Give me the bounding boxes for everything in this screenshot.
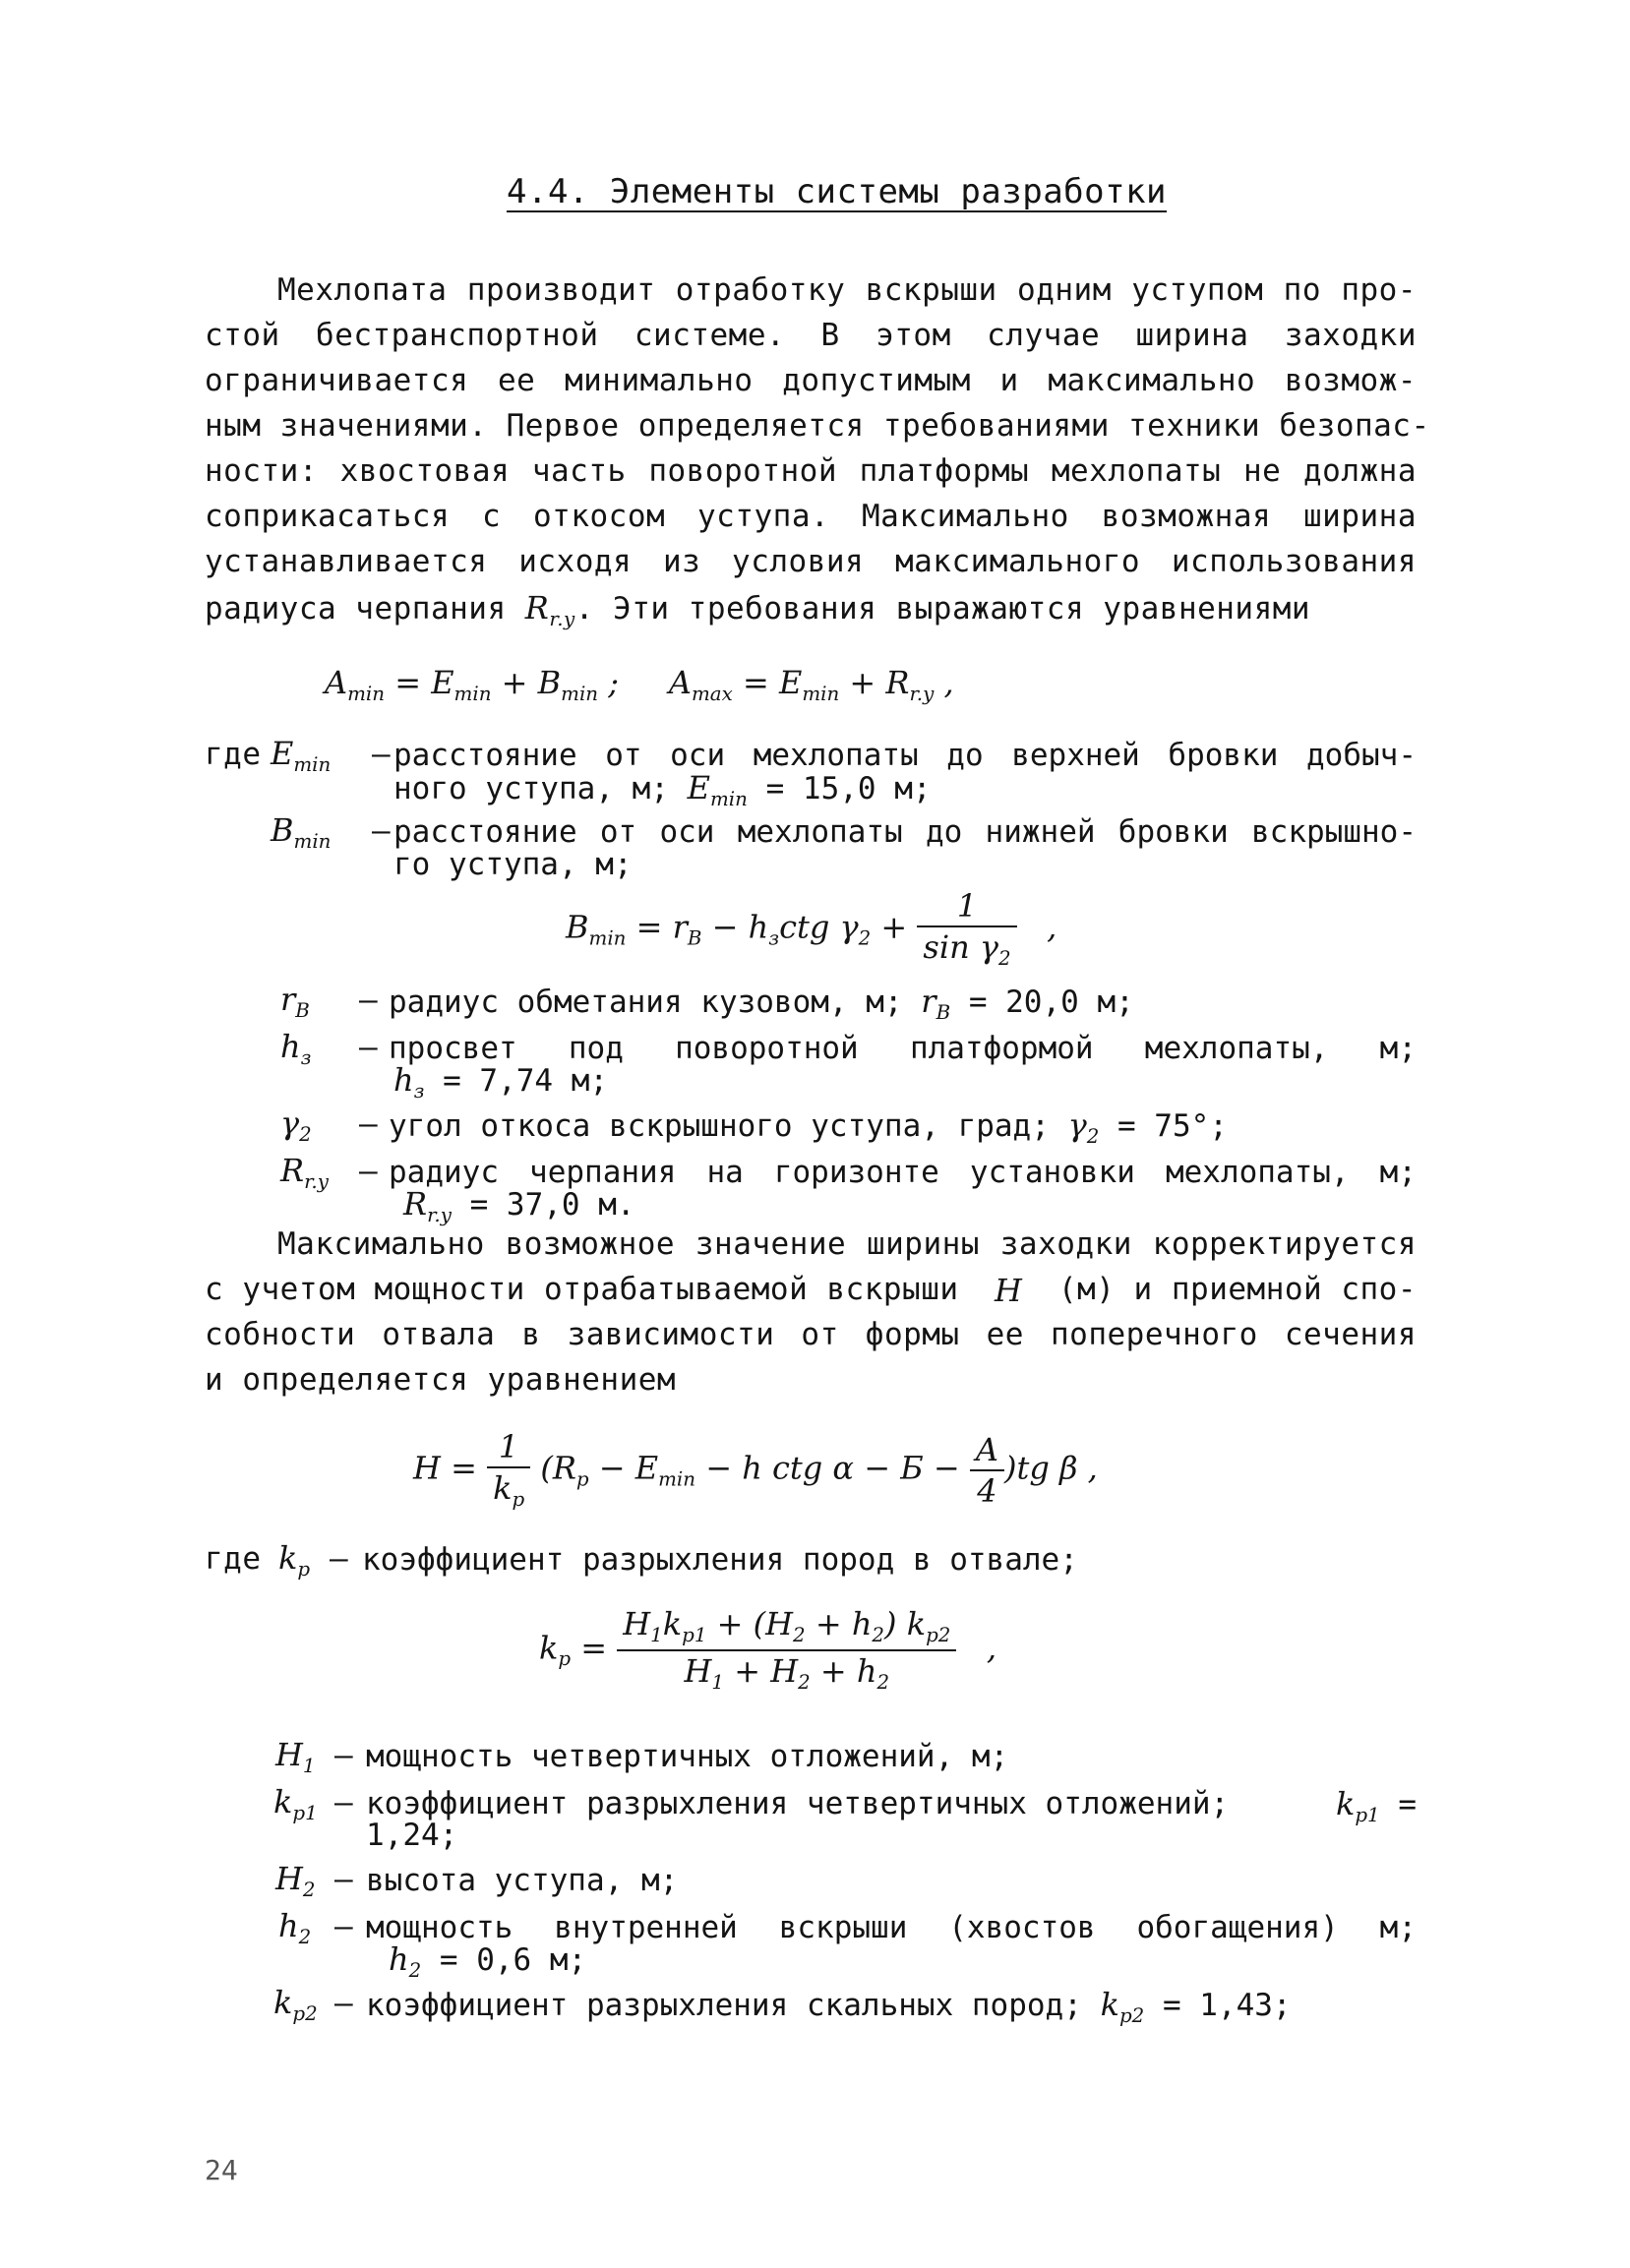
text-line: стой бестранспортной системе. В этом случае ширина заходки xyxy=(205,318,1417,353)
definition-text: коэффициент разрыхления четвертичных отложений; $k_{p1}$ = xyxy=(366,1785,1417,1826)
definition-text: $h_2 = 0,6$ м; xyxy=(389,1940,587,1982)
dash: – xyxy=(359,1030,378,1065)
dash: – xyxy=(359,1106,378,1142)
equation-a-min-max: $A_{min} = E_{min} + B_{min}$ ; $A_{max} = E_{min} + R_{r.y}$ , xyxy=(325,664,954,705)
dash: – xyxy=(334,1909,353,1944)
definition-text: угол откоса вскрышного уступа, град; $\gamma_2 = 75^\circ$; xyxy=(389,1106,1228,1148)
equation-b-min: $B_{min} = r_B - h_зctg$ $\gamma_2$ + $\frac{1}{\sin \gamma_2}$ , xyxy=(566,887,1057,970)
definition-text: высота уступа, м; xyxy=(366,1863,679,1898)
symbol-r-b: $r_B$ xyxy=(921,983,951,1024)
symbol-h: H xyxy=(995,1272,1023,1309)
fraction: $\frac{1}{\sin \gamma_2}$ xyxy=(917,890,1016,969)
definition-text: мощность внутренней вскрыши (хвостов обогащения) м; xyxy=(366,1910,1417,1945)
text-line: соприкасаться с откосом уступа. Максимально возможная ширина xyxy=(205,499,1417,534)
symbol-h-small-2: $h_2$ xyxy=(278,1907,312,1948)
definition-text: расстояние от оси мехлопаты до нижней бровки вскрышно- xyxy=(393,814,1417,850)
fraction: $\frac{H_1k_{p1} + (H_2 + h_2) k_{p2}}{H_1 + H_2 + h_2}$ xyxy=(617,1608,956,1693)
dash: – xyxy=(359,983,378,1018)
definition-text: коэффициент разрыхления пород в отвале; xyxy=(362,1542,1078,1578)
symbol-k-p2: $k_{p2}$ xyxy=(273,1984,318,2025)
where-label: где xyxy=(205,1541,262,1577)
definition-text: радиус обметания кузовом, м; $r_B = 20,0$ м; xyxy=(389,983,1134,1024)
symbol-h-z: $h_з$ xyxy=(280,1028,312,1069)
symbol-h1: $H_1$ xyxy=(275,1736,316,1777)
fraction: $\frac{A}{4}$ xyxy=(970,1434,1004,1507)
symbol-k-p1: $k_{p1}$ xyxy=(273,1783,318,1824)
symbol-r-ry: $R_{r.y}$ xyxy=(280,1152,329,1193)
symbol-h2: $H_2$ xyxy=(275,1860,316,1901)
text-line: радиуса черпания $R_{r.y}$. Эти требования выражаются уравнениями xyxy=(205,589,1311,630)
symbol-h-z: $h_з$ xyxy=(393,1061,425,1103)
where-label: где xyxy=(205,737,262,772)
symbol-gamma-2: $\gamma_2$ xyxy=(1067,1106,1100,1148)
dash: – xyxy=(334,1862,353,1897)
dash: – xyxy=(334,1986,353,2021)
text-line: и определяется уравнением xyxy=(205,1362,677,1398)
symbol-k-p1: $k_{p1}$ xyxy=(1335,1785,1380,1826)
dash: – xyxy=(330,1541,348,1577)
symbol-k-p2: $k_{p2}$ xyxy=(1100,1986,1145,2027)
symbol-k-p: $k_p$ xyxy=(278,1539,311,1581)
definition-text: радиус черпания на горизонте установки мехлопаты, м; xyxy=(389,1155,1417,1190)
symbol-e-min: $E_{min}$ xyxy=(271,735,332,776)
symbol-r-b: $r_B$ xyxy=(280,981,310,1022)
definition-text: просвет под поворотной платформой мехлопаты, м; xyxy=(389,1031,1417,1066)
symbol-b-min: $B_{min}$ xyxy=(271,811,332,853)
equation-h: H = $\frac{1}{k_p}$ ($R_p - E_{min} - h$ ctg α − Б − $\frac{A}{4}$ )tg β , xyxy=(413,1428,1098,1511)
text-line: ности: хвостовая часть поворотной платформы мехлопаты не должна xyxy=(205,453,1417,489)
definition-text: коэффициент разрыхления скальных пород; $k_{p2} = 1,43$; xyxy=(366,1986,1292,2027)
symbol-h-small-2: $h_2$ xyxy=(389,1940,422,1982)
section-title: 4.4. Элементы системы разработки xyxy=(507,172,1168,211)
definition-text: 1,24; xyxy=(366,1818,458,1853)
dash: – xyxy=(372,813,391,849)
fraction: $\frac{1}{k_p}$ xyxy=(487,1431,530,1510)
symbol-r-ry: $R_{r.y}$ xyxy=(403,1185,452,1226)
equation-k-p: $k_p$ = $\frac{H_1k_{p1} + (H_2 + h_2) k_{p2}}{H_1 + H_2 + h_2}$ , xyxy=(539,1605,997,1694)
definition-text: мощность четвертичных отложений, м; xyxy=(366,1739,1009,1774)
symbol-r: $R_{r.y}$ xyxy=(524,589,575,630)
dash: – xyxy=(359,1154,378,1189)
page-number: 24 xyxy=(205,2154,238,2186)
text-line: ным значениями. Первое определяется требованиями техники безопас- xyxy=(205,408,1430,444)
definition-text: го уступа, м; xyxy=(393,847,633,882)
definition-text: $h_з = 7,74$ м; xyxy=(393,1061,609,1103)
dash: – xyxy=(372,737,391,772)
text-line: с учетом мощности отрабатываемой вскрыши H (м) и приемной спо- xyxy=(205,1272,1417,1309)
symbol-gamma-2: $\gamma_2$ xyxy=(280,1104,312,1146)
definition-text: ного уступа, м; $E_{min} = 15,0$ м; xyxy=(393,769,932,810)
text-line: устанавливается исходя из условия максимального использования xyxy=(205,544,1417,579)
symbol-e-min: $E_{min}$ xyxy=(687,769,748,810)
text-line: собности отвала в зависимости от формы ее поперечного сечения xyxy=(205,1317,1417,1352)
dash: – xyxy=(334,1785,353,1820)
definition-text: $R_{r.y} = 37,0$ м. xyxy=(403,1185,635,1226)
dash: – xyxy=(334,1738,353,1773)
definition-text: расстояние от оси мехлопаты до верхней бровки добыч- xyxy=(393,738,1417,773)
text-line: Максимально возможное значение ширины заходки корректируется xyxy=(277,1226,1417,1262)
text-line: ограничивается ее минимально допустимым и максимально возмож- xyxy=(205,363,1417,398)
text-line: Мехлопата производит отработку вскрыши одним уступом по про- xyxy=(277,272,1417,308)
